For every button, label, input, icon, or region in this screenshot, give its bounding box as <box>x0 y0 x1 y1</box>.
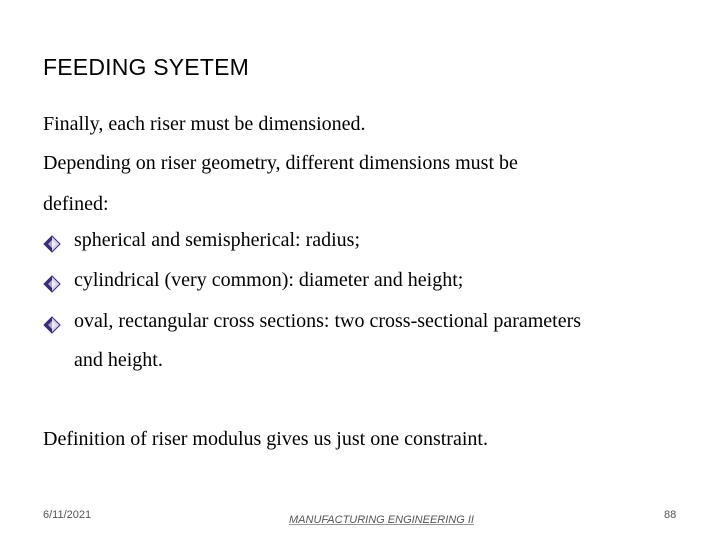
page-number: 88 <box>664 509 677 521</box>
bullet-item-1 <box>43 229 703 259</box>
bullet-text: oval, rectangular cross sections: two cross-sectional parameters <box>74 310 582 332</box>
footer-date: 6/11/2021 <box>43 509 92 521</box>
diamond-bullet-icon <box>43 235 61 253</box>
bullet-item-2 <box>43 269 703 299</box>
slide-title: FEEDING SYETEM <box>43 54 249 80</box>
bullet-text: cylindrical (very common): diameter and height; <box>74 269 464 291</box>
bullet-text: spherical and semispherical: radius; <box>74 229 361 251</box>
bullet-text-continuation: and height. <box>74 349 163 371</box>
bullet-item-3 <box>43 310 703 340</box>
diamond-bullet-icon <box>43 316 61 334</box>
footer-title: MANUFACTURING ENGINEERING II <box>289 514 474 526</box>
intro-text-line-2: Depending on riser geometry, different dimensions must be <box>43 152 518 174</box>
intro-text-line-1: Finally, each riser must be dimensioned. <box>43 113 366 135</box>
conclusion-text: Definition of riser modulus gives us just one constraint. <box>43 428 488 450</box>
diamond-bullet-icon <box>43 275 61 293</box>
intro-text-line-3: defined: <box>43 193 109 215</box>
